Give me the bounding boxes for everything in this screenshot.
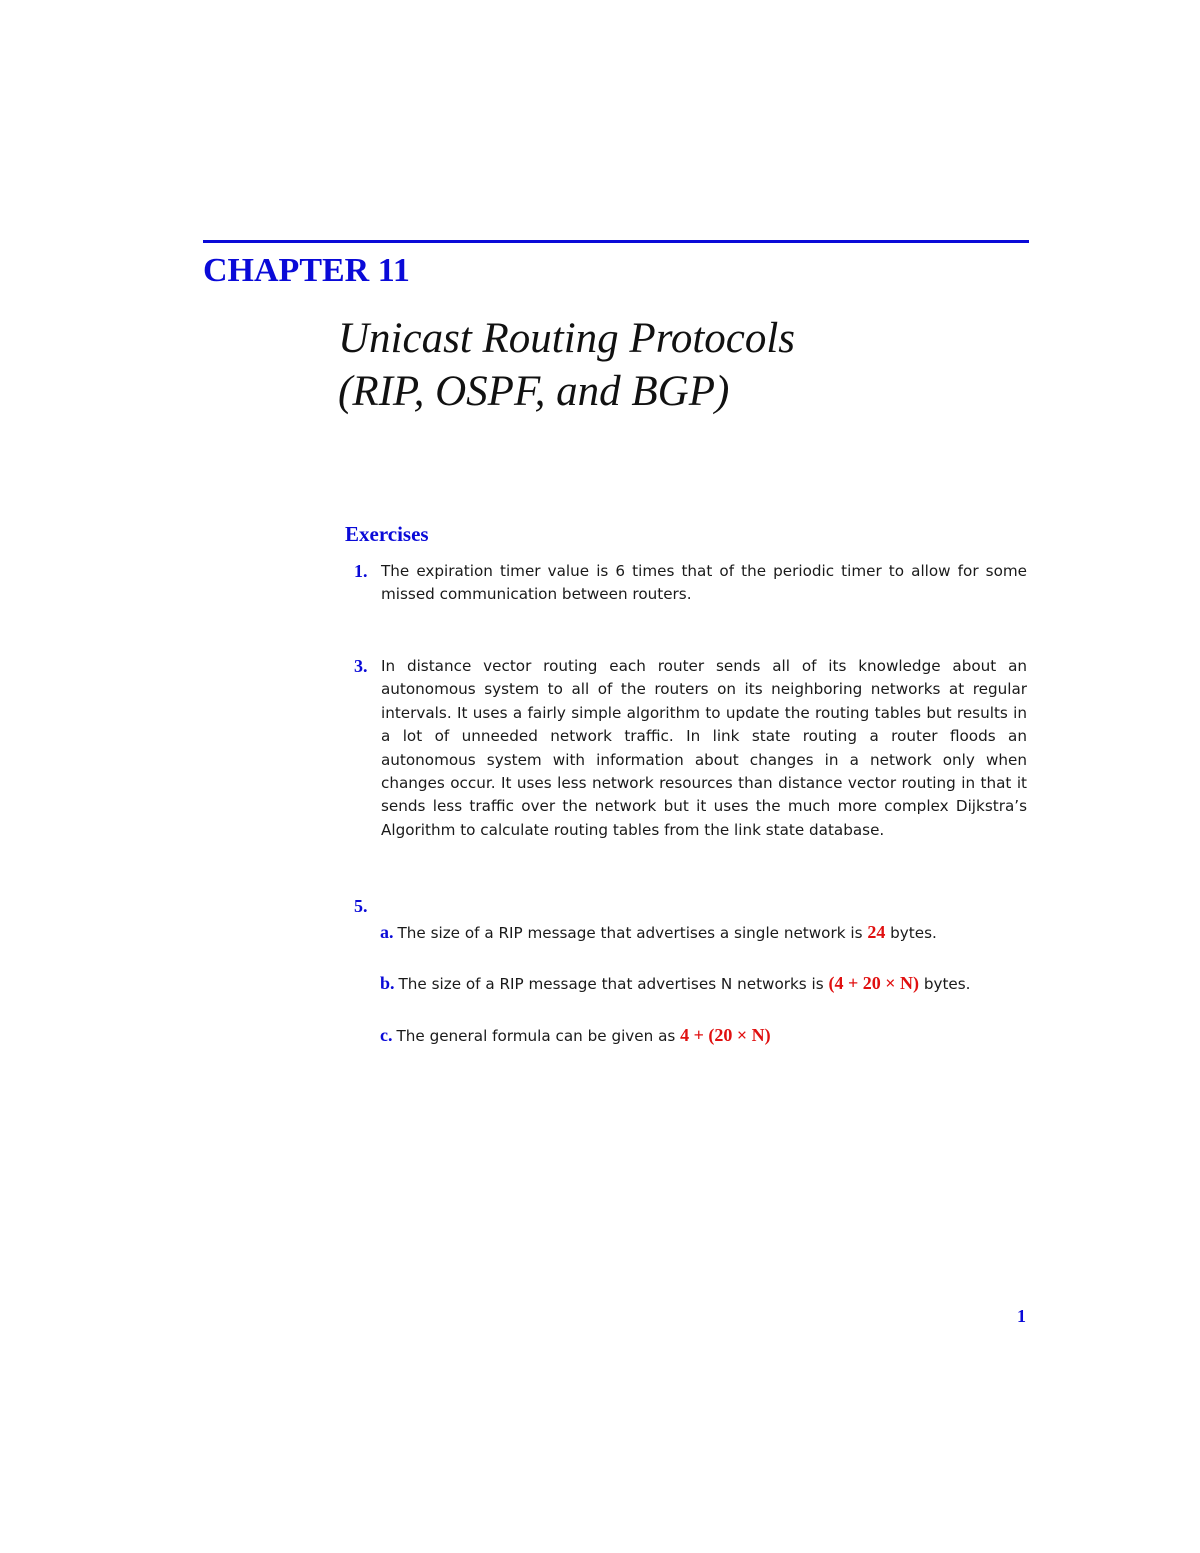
subpart-text: The general formula can be given as [396,1027,681,1045]
subpart-text-end: bytes. [885,924,937,942]
chapter-rule [203,240,1029,243]
exercise-subpart [380,973,971,994]
section-heading: Exercises [345,522,429,546]
exercise-number: 5. [354,896,368,916]
exercise-subpart [380,1025,771,1046]
chapter-label: CHAPTER 11 [203,252,410,289]
exercise-number: 1. [354,561,368,581]
subpart-highlight: 24 [867,922,886,942]
subpart-letter: b. [380,973,395,993]
exercise-item [354,560,1027,607]
subpart-text-end: bytes. [919,975,971,993]
subpart-highlight: (4 + 20 × N) [828,973,920,993]
subpart-text: The size of a RIP message that advertises a single network is [397,924,868,942]
chapter-title [338,312,795,418]
subpart-highlight: 4 + (20 × N) [680,1025,771,1045]
chapter-title-line-2: (RIP, OSPF, and BGP) [338,368,730,415]
exercise-text: In distance vector routing each router sends all of its knowledge about an autonomous system to all of the routers on its neighboring networks at regular intervals. It uses a fairly simple algorithm to update the routing tables but results in a lot of unneeded network traffic. In link state routing a router floods an autonomous system with information about changes in a network only when changes occur. It uses less network resources than distance vector routing in that it sends less traffic over the network but it uses the much more complex Dijkstra’s Algorithm to calculate routing tables from the link state database. [381,657,1027,839]
page-number: 1 [1017,1306,1026,1326]
chapter-title-line-1: Unicast Routing Protocols [338,315,796,362]
exercise-subpart [380,922,937,943]
subpart-letter: a. [380,922,394,942]
subpart-letter: c. [380,1025,393,1045]
exercise-text: The expiration timer value is 6 times that of the periodic timer to allow for some missed communication between routers. [381,562,1027,604]
exercise-item [354,655,1027,842]
exercise-number: 3. [354,656,368,676]
subpart-text: The size of a RIP message that advertises N networks is [398,975,829,993]
